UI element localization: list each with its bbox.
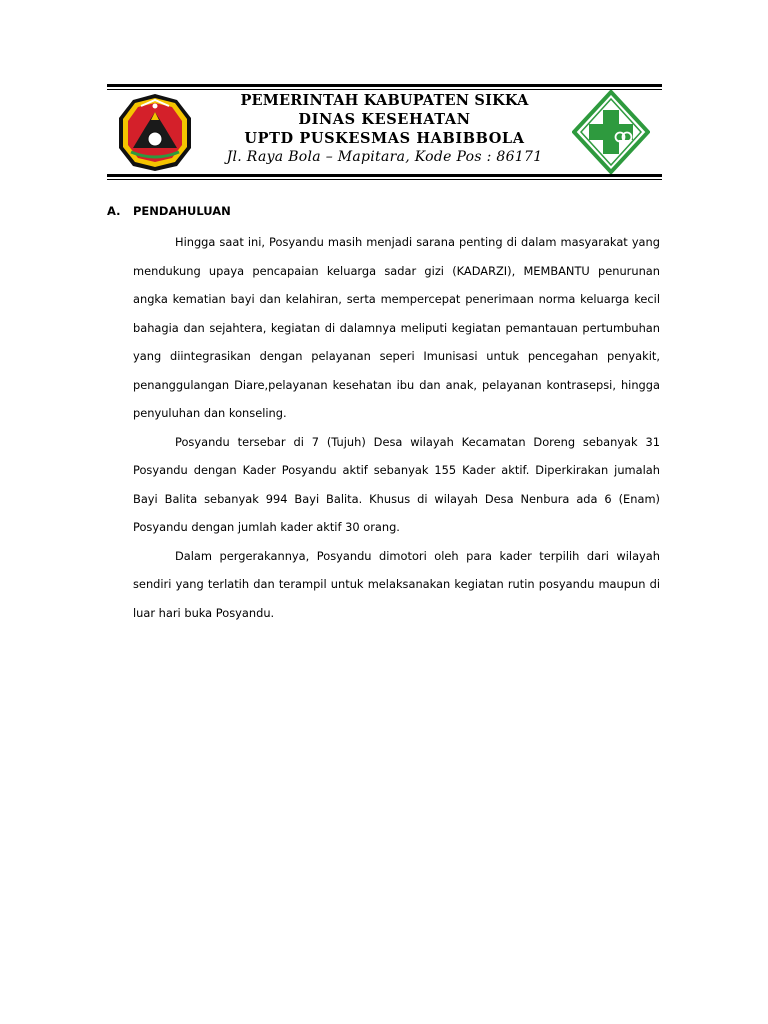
body-text: [133, 228, 660, 627]
regency-coat-of-arms-icon: [115, 92, 195, 172]
letterhead-bottom-rule: [107, 174, 662, 177]
letterhead-bottom-rule-thin: [107, 179, 662, 180]
paragraph: Hingga saat ini, Posyandu masih menjadi sarana penting di dalam masyarakat yang mendukung upaya pencapaian keluarga sadar gizi (KADARZI), MEMBANTU penurunan angka kematian bayi dan kelahiran, serta mempercepat penerimaan norma keluarga kecil bahagia dan sejahtera, kegiatan di dalamnya meliputi kegiatan pemantauan pertumbuhan yang diintegrasikan dengan pelayanan seperi Imunisasi untuk pencegahan penyakit, penanggulangan Diare,pelayanan kesehatan ibu dan anak, pelayanan kontrasepsi, hingga penyuluhan dan konseling.: [133, 235, 660, 420]
address-line: Jl. Raya Bola – Mapitara, Kode Pos : 86171: [226, 149, 543, 165]
letterhead-top-rule: [107, 84, 662, 87]
department-name: DINAS KESEHATAN: [298, 111, 471, 128]
letterhead-text: [202, 90, 567, 167]
paragraph: Dalam pergerakannya, Posyandu dimotori oleh para kader terpilih dari wilayah sendiri yang terlatih dan terampil untuk melaksanakan kegiatan rutin posyandu maupun di luar hari buka Posyandu.: [133, 548, 660, 620]
paragraph: Posyandu tersebar di 7 (Tujuh) Desa wilayah Kecamatan Doreng sebanyak 31 Posyandu dengan Kader Posyandu aktif sebanyak 155 Kader aktif. Diperkirakan jumalah Bayi Balita sebanyak 994 Bayi Balita. Khusus di wilayah Desa Nenbura ada 6 (Enam) Posyandu dengan jumlah kader aktif 30 orang.: [133, 434, 660, 534]
section-letter: A.: [107, 204, 121, 218]
government-name: PEMERINTAH KABUPATEN SIKKA: [240, 92, 529, 109]
health-center-name: UPTD PUSKESMAS HABIBBOLA: [244, 130, 525, 147]
letterhead: [107, 84, 662, 180]
section-heading: [107, 204, 231, 218]
section-title: PENDAHULUAN: [133, 204, 231, 218]
puskesmas-green-cross-icon: [572, 90, 650, 174]
